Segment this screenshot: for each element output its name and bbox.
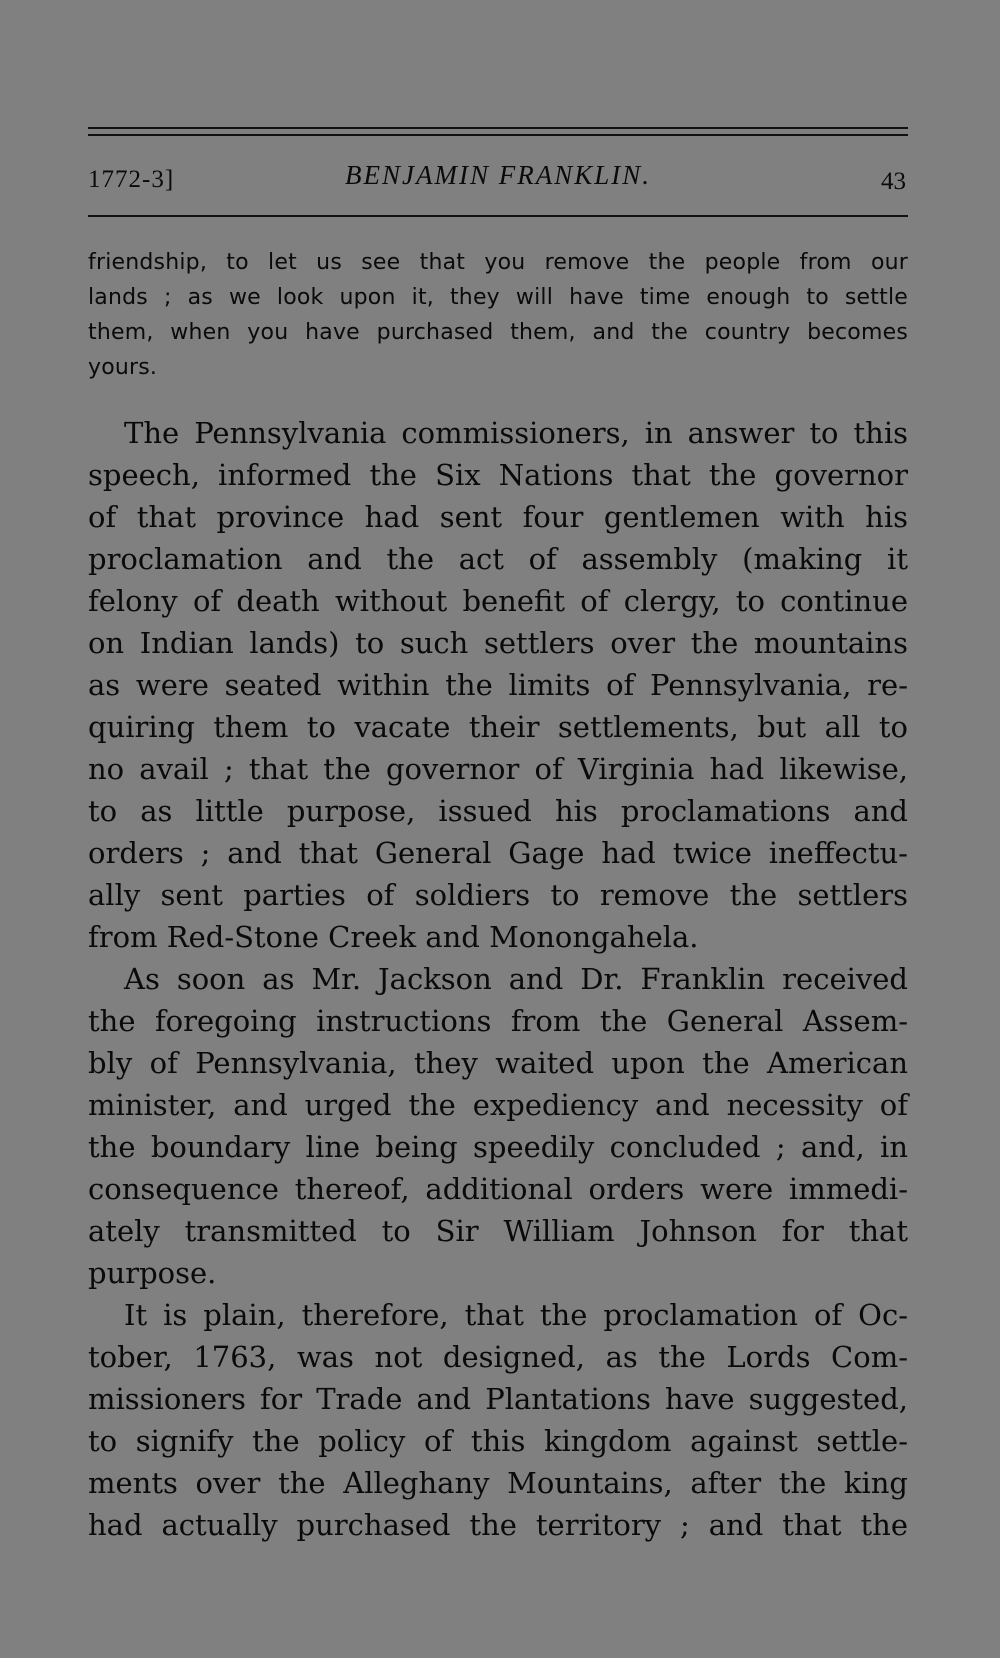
extract-line: yours. [88,355,158,380]
paragraph-3-line: ments over the Alleghany Mountains, after the king [88,1466,908,1500]
header-double-rule [88,127,908,136]
body-text [88,412,908,1546]
paragraph-2-line: bly of Pennsylvania, they waited upon the American [88,1046,908,1080]
header-rule [88,215,908,217]
paragraph-1-line: quiring them to vacate their settlements, but all to [88,710,908,744]
paragraph-3-line: missioners for Trade and Plantations have suggested, [88,1382,908,1416]
paragraph-1-line: on Indian lands) to such settlers over the mountains [88,626,908,660]
paragraph-3-line: to signify the policy of this kingdom against settle- [88,1424,908,1458]
paragraph-1-line: no avail ; that the governor of Virginia had likewise, [88,752,908,786]
paragraph-3-line: had actually purchased the territory ; and that the [88,1508,908,1542]
running-header [88,160,908,200]
paragraph-2-line: minister, and urged the expediency and necessity of [88,1088,908,1122]
paragraph-1-line: from Red-Stone Creek and Monongahela. [88,920,699,954]
paragraph-1-line: The Pennsylvania commissioners, in answer to this [124,416,908,450]
paragraph-2-line: ately transmitted to Sir William Johnson for that [88,1214,908,1248]
paragraph-1-line: to as little purpose, issued his proclamations and [88,794,908,828]
page-number: 43 [881,168,906,195]
paragraph-2-line: consequence thereof, additional orders were immedi- [88,1172,908,1206]
paragraph-1-line: proclamation and the act of assembly (making it [88,542,908,576]
book-page [88,0,908,1658]
paragraph-3-line: tober, 1763, was not designed, as the Lords Com- [88,1340,908,1374]
extract-line: lands ; as we look upon it, they will have time enough to settle [88,285,908,310]
paragraph-1-line: of that province had sent four gentlemen with his [88,500,908,534]
paragraph-2-line: the boundary line being speedily concluded ; and, in [88,1130,908,1164]
paragraph-1-line: felony of death without benefit of clergy, to continue [88,584,908,618]
paragraph-2-line: As soon as Mr. Jackson and Dr. Franklin received [124,962,908,996]
extract-line: them, when you have purchased them, and the country becomes [88,320,908,345]
header-date-range: 1772-3] [88,166,175,193]
paragraph-1-line: as were seated within the limits of Pennsylvania, re- [88,668,908,702]
paragraph-1-line: ally sent parties of soldiers to remove the settlers [88,878,908,912]
extract-line: friendship, to let us see that you remove the people from our [88,250,908,275]
paragraph-2-line: purpose. [88,1256,217,1290]
paragraph-1-line: orders ; and that General Gage had twice ineffectu- [88,836,908,870]
paragraph-3-line: It is plain, therefore, that the proclamation of Oc- [124,1298,908,1332]
header-title: BENJAMIN FRANKLIN. [345,160,651,190]
quoted-extract [88,245,908,385]
paragraph-2-line: the foregoing instructions from the General Assem- [88,1004,908,1038]
paragraph-1-line: speech, informed the Six Nations that the governor [88,458,908,492]
